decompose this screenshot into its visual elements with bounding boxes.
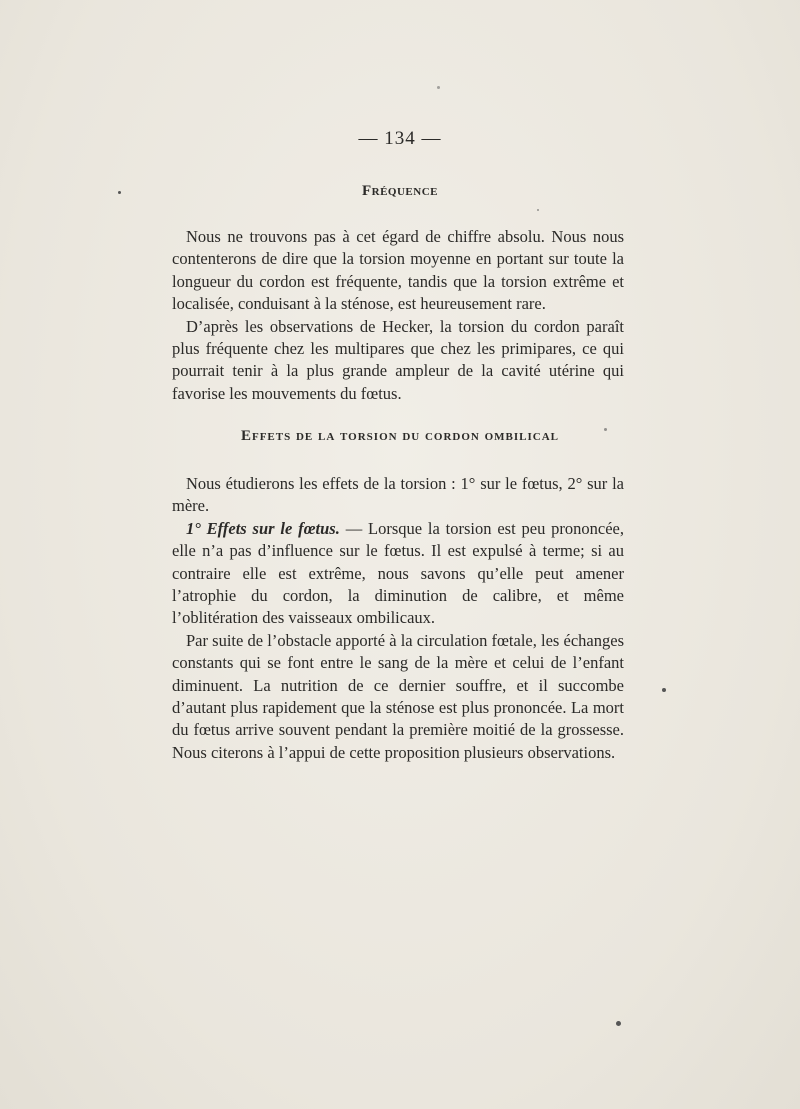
paper-speck — [537, 209, 539, 211]
subheading-effets-foetus: 1° Effets sur le fœtus. — [186, 518, 340, 538]
paper-speck — [662, 688, 666, 692]
section-body-effets — [172, 473, 624, 764]
paragraph: D’après les observations de Hecker, la torsion du cordon paraît plus fréquente chez les multipares que chez les primipares, ce qui pourrait tenir à la plus grande ampleur de la cavité utérine qui favorise les mouvements du fœtus. — [172, 316, 624, 403]
paper-speck — [118, 191, 121, 194]
paragraph: Nous ne trouvons pas à cet égard de chiffre absolu. Nous nous contenterons de dire que la torsion moyenne en portant sur toute la longueur du cordon est fréquente, tandis que la torsion extrême et localisée, conduisant à la sténose, est heureusement rare. — [172, 227, 624, 314]
section-heading-frequence: Fréquence — [361, 183, 438, 199]
paragraph: Nous étudierons les effets de la torsion : 1° sur le fœtus, 2° sur la mère. — [172, 474, 624, 516]
paragraph — [172, 518, 624, 630]
paragraph-text: — Lorsque la torsion est peu prononcée, elle n’a pas d’influence sur le fœtus. Il est expulsé à terme; si au contraire elle est extrême, nous savons qu’elle peut amener l’atrophie du cordon, la diminution de calibre, et même l’oblitération des vaisseaux ombilicaux. — [172, 518, 624, 628]
section-body-frequence — [172, 226, 624, 405]
page-number: — 134 — — [358, 128, 442, 149]
section-heading-effets: Effets de la torsion du cordon ombilical — [240, 428, 559, 444]
show-through-texture — [560, 150, 564, 174]
paper-speck — [437, 86, 440, 89]
paper-speck — [604, 428, 607, 431]
paper-speck — [616, 1021, 621, 1026]
paragraph: Par suite de l’obstacle apporté à la circulation fœtale, les échanges constants qui se font entre le sang de la mère et celui de l’enfant diminuent. La nutrition de ce dernier souffre, et il succombe d’autant plus rapidement que la sténose est plus prononcée. La mort du fœtus arrive souvent pendant la première moitié de la grossesse. Nous citerons à l’appui de cette proposition plusieurs observations. — [172, 630, 624, 762]
